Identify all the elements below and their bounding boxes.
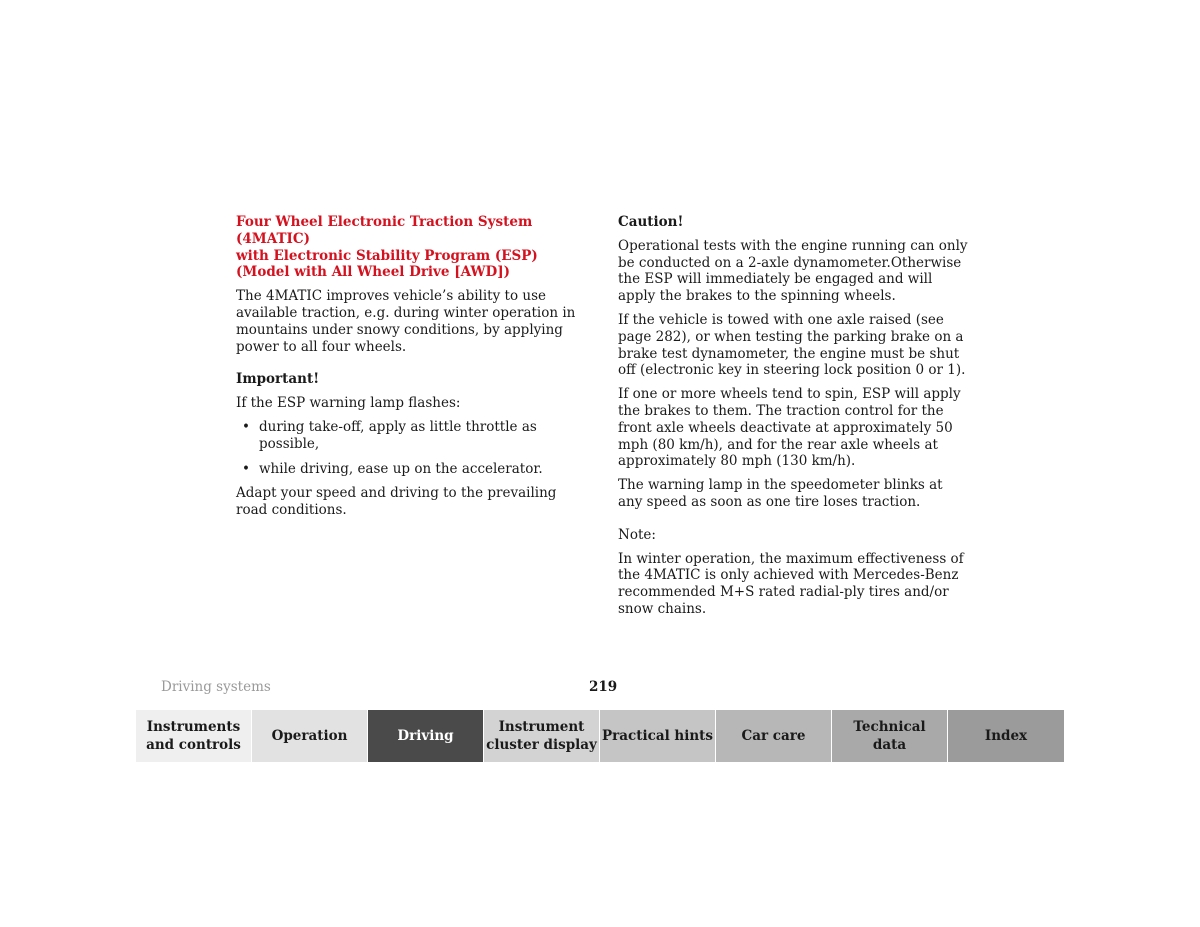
chapter-tabs [136, 710, 1064, 762]
intro-paragraph: The 4MATIC improves vehicle’s ability to use available traction, e.g. during winter operation in mountains under snowy conditions, by applying power to all four wheels. [236, 288, 576, 355]
adapt-paragraph: Adapt your speed and driving to the prevailing road conditions. [236, 485, 557, 519]
section-heading [236, 214, 588, 281]
left-column [236, 214, 588, 526]
tab-driving[interactable]: Driving [368, 710, 484, 762]
caution-paragraph-2: If the vehicle is towed with one axle raised (see page 282), or when testing the parking brake on a brake test dynamometer, the engine must be shut off (electronic key in steering lock position 0 or 1). [618, 311, 966, 379]
important-label: Important! [236, 371, 320, 388]
caution-label: Caution! [618, 214, 684, 230]
right-column [618, 214, 970, 625]
tab-operation[interactable]: Operation [252, 710, 368, 762]
instruction-list [236, 419, 588, 477]
footer-section-name: Driving systems [161, 679, 271, 695]
heading-line: Four Wheel Electronic Traction System (4MATIC) [236, 214, 533, 247]
list-item: • during take-off, apply as little throttle as possible, [236, 419, 588, 453]
heading-line: (Model with All Wheel Drive [AWD]) [236, 264, 511, 281]
tab-instrument-cluster-display[interactable]: Instrument cluster display [484, 710, 600, 762]
tab-technical-data[interactable]: Technical data [832, 710, 948, 762]
caution-paragraph-1: Operational tests with the engine running can only be conducted on a 2-axle dynamometer.Otherwise the ESP will immediately be engaged and will apply the brakes to the spinning wheels. [618, 237, 968, 305]
note-label: Note: [618, 526, 656, 543]
page-number: 219 [589, 679, 618, 695]
heading-line: with Electronic Stability Program (ESP) [236, 247, 538, 264]
tab-index[interactable]: Index [948, 710, 1064, 762]
tab-practical-hints[interactable]: Practical hints [600, 710, 716, 762]
tab-car-care[interactable]: Car care [716, 710, 832, 762]
caution-paragraph-4: The warning lamp in the speedometer blinks at any speed as soon as one tire loses traction. [618, 477, 943, 510]
note-paragraph: In winter operation, the maximum effectiveness of the 4MATIC is only achieved with Mercedes-Benz recommended M+S rated radial-ply tires and/or snow chains. [618, 550, 964, 617]
list-item: • while driving, ease up on the accelerator. [236, 461, 588, 478]
tab-instruments-and-controls[interactable]: Instruments and controls [136, 710, 252, 762]
warning-text: If the ESP warning lamp flashes: [236, 395, 461, 412]
caution-paragraph-3: If one or more wheels tend to spin, ESP will apply the brakes to them. The traction control for the front axle wheels deactivate at approximately 50 mph (80 km/h), and for the rear axle wheels at approximately 80 mph (130 km/h). [618, 386, 961, 470]
